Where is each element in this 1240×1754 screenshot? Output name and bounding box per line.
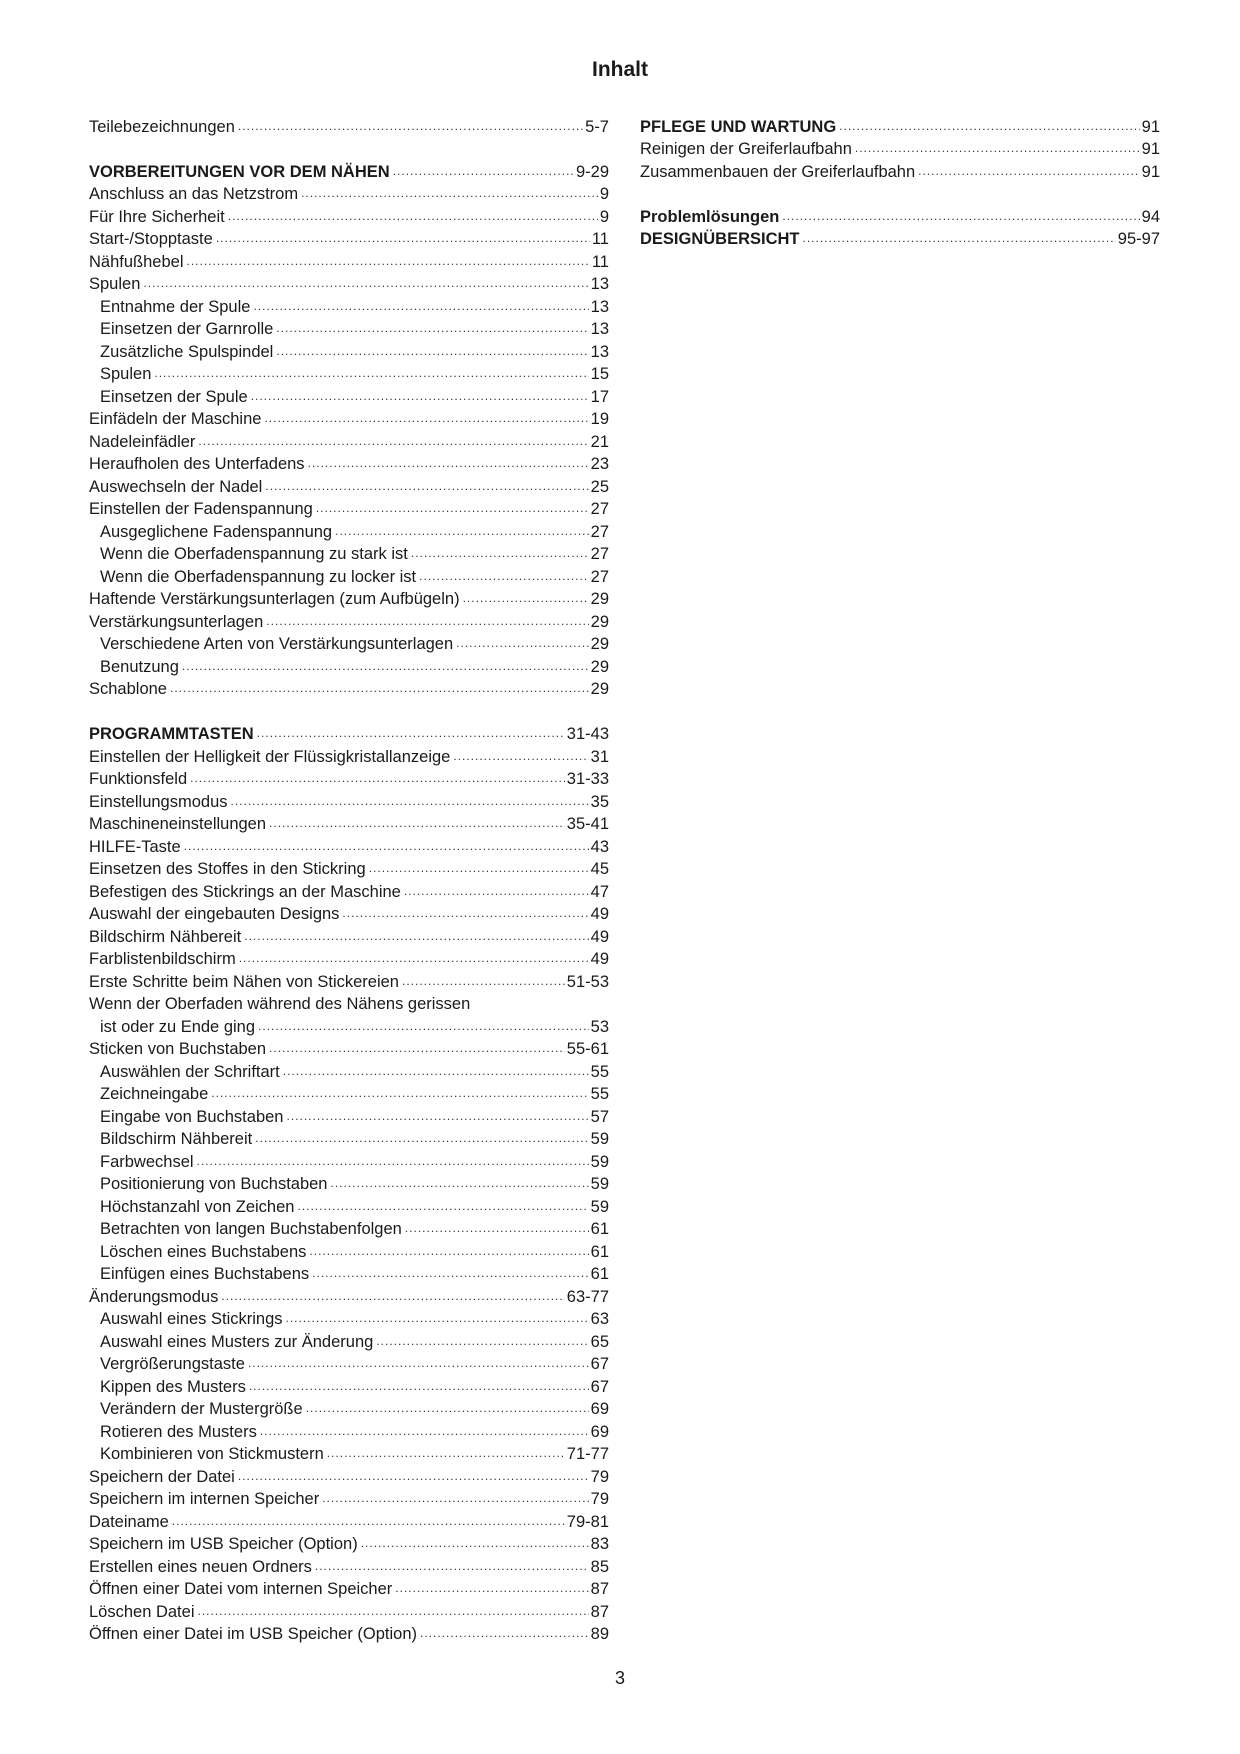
toc-dot-leader: [420, 1626, 589, 1640]
toc-entry-label: Ausgeglichene Fadenspannung: [100, 522, 333, 541]
toc-entry[interactable]: [89, 1284, 609, 1307]
toc-entry[interactable]: [89, 1329, 609, 1352]
toc-entry-label: Vergrößerungstaste: [100, 1355, 245, 1373]
toc-entry-page: 11: [591, 230, 609, 248]
toc-entry-label: Auswahl eines Stickrings: [100, 1310, 283, 1328]
toc-entry[interactable]: [89, 1397, 609, 1420]
toc-entry[interactable]: [89, 677, 609, 700]
toc-entry-page: 91: [1141, 140, 1160, 158]
toc-dot-leader: [244, 929, 588, 943]
toc-entry-label: Bildschirm Nähbereit: [89, 927, 242, 946]
toc-dot-leader: [839, 119, 1139, 133]
toc-entry[interactable]: [89, 879, 609, 902]
toc-entry[interactable]: [89, 1149, 609, 1172]
toc-entry-page: 59: [590, 1130, 609, 1148]
toc-entry-page: 13: [590, 275, 609, 293]
toc-entry-label: Nadeleinfädler: [89, 432, 196, 451]
toc-entry[interactable]: [89, 1487, 609, 1510]
toc-entry-label: Auswechseln der Nadel: [89, 477, 263, 496]
toc-entry-page: 45: [590, 860, 609, 878]
toc-entry-label: Maschineneinstellungen: [89, 815, 267, 833]
toc-dot-leader: [402, 974, 565, 988]
toc-entry-label: Zusätzliche Spulspindel: [100, 342, 274, 361]
toc-dot-leader: [393, 164, 574, 178]
toc-entry[interactable]: [89, 1082, 609, 1105]
toc-dot-leader: [211, 1086, 588, 1100]
toc-entry[interactable]: [89, 1599, 609, 1622]
toc-dot-leader: [411, 546, 589, 560]
toc-entry[interactable]: [89, 1307, 609, 1330]
toc-entry[interactable]: [89, 182, 609, 205]
toc-entry[interactable]: [89, 632, 609, 655]
toc-entry-page: 9: [599, 207, 609, 226]
toc-entry[interactable]: [89, 429, 609, 452]
toc-entry-page: 25: [590, 477, 609, 496]
toc-entry[interactable]: [89, 542, 609, 565]
toc-dot-leader: [312, 1266, 588, 1280]
toc-entry[interactable]: [89, 1172, 609, 1195]
toc-entry-page: 55-61: [566, 1040, 609, 1058]
toc-dot-leader: [342, 906, 588, 920]
toc-entry-page: 79: [590, 1467, 609, 1486]
toc-entry-page: 13: [590, 342, 609, 361]
toc-dot-leader: [782, 209, 1139, 223]
toc-entry-page: 51-53: [566, 972, 609, 991]
toc-entry-page: 89: [590, 1625, 609, 1643]
toc-entry-label: Einfädeln der Maschine: [89, 410, 262, 428]
toc-entry-page: 9-29: [575, 162, 609, 181]
toc-entry-label: Teilebezeichnungen: [89, 117, 235, 136]
toc-dot-leader: [216, 231, 590, 245]
toc-dot-leader: [453, 749, 588, 763]
toc-entry-page: 19: [590, 410, 609, 428]
toc-entry[interactable]: [89, 1239, 609, 1262]
toc-entry-page: 49: [590, 905, 609, 923]
toc-entry[interactable]: [89, 587, 609, 610]
toc-entry-page: 29: [590, 657, 609, 676]
toc-entry-page: 85: [590, 1557, 609, 1576]
toc-dot-leader: [221, 1289, 564, 1303]
toc-entry[interactable]: [89, 317, 609, 340]
toc-spacer: [89, 137, 609, 160]
toc-entry[interactable]: [640, 159, 1160, 182]
toc-entry-label: Erste Schritte beim Nähen von Stickereien: [89, 972, 399, 991]
toc-entry-page: 91: [1141, 117, 1160, 136]
toc-dot-leader: [190, 771, 565, 785]
toc-entry-label: Speichern im internen Speicher: [89, 1490, 320, 1508]
toc-dot-leader: [197, 1154, 589, 1168]
toc-spacer: [89, 699, 609, 722]
toc-entry-page: 59: [590, 1197, 609, 1216]
toc-dot-leader: [184, 839, 589, 853]
toc-entry[interactable]: [89, 272, 609, 295]
toc-entry-label: Start-/Stopptaste: [89, 230, 213, 248]
toc-entry-page: 27: [590, 522, 609, 541]
toc-dot-leader: [419, 569, 588, 583]
toc-entry-label: Positionierung von Buchstaben: [100, 1175, 328, 1193]
toc-dot-leader: [238, 119, 583, 133]
toc-entry-label: Löschen eines Buchstabens: [100, 1242, 307, 1261]
toc-entry-label: Einstellen der Helligkeit der Flüssigkristallanzeige: [89, 747, 451, 766]
toc-entry-label: DESIGNÜBERSICHT: [640, 230, 800, 248]
toc-entry[interactable]: [89, 1104, 609, 1127]
toc-entry[interactable]: [89, 1419, 609, 1442]
toc-entry[interactable]: [89, 1014, 609, 1037]
toc-dot-leader: [154, 366, 588, 380]
toc-entry-label: Nähfußhebel: [89, 252, 184, 271]
toc-entry-page: 69: [590, 1400, 609, 1418]
toc-entry-label: Zusammenbauen der Greiferlaufbahn: [640, 162, 916, 181]
toc-entry-label: Einfügen eines Buchstabens: [100, 1265, 310, 1283]
toc-entry-label: Speichern im USB Speicher (Option): [89, 1535, 358, 1553]
toc-entry-page: 27: [590, 567, 609, 586]
toc-entry-page: 27: [590, 545, 609, 563]
toc-entry-label: Wenn die Oberfadenspannung zu stark ist: [100, 545, 408, 563]
toc-dot-leader: [316, 501, 589, 515]
toc-entry[interactable]: [89, 497, 609, 520]
toc-entry-page: 29: [590, 680, 609, 698]
toc-entry[interactable]: [89, 654, 609, 677]
toc-entry-page: 15: [590, 365, 609, 383]
toc-dot-leader: [143, 276, 588, 290]
toc-entry-label: Haftende Verstärkungsunterlagen (zum Aufbügeln): [89, 590, 460, 608]
toc-dot-leader: [327, 1446, 565, 1460]
toc-dot-leader: [376, 1334, 588, 1348]
toc-entry[interactable]: [89, 519, 609, 542]
toc-dot-leader: [369, 861, 589, 875]
toc-entry-page: 55: [590, 1062, 609, 1081]
toc-entry[interactable]: [89, 992, 609, 1015]
toc-dot-leader: [331, 1176, 589, 1190]
toc-entry-label: Schablone: [89, 680, 167, 698]
toc-spacer: [640, 182, 1160, 205]
toc-left-column: [89, 114, 609, 1644]
toc-entry-page: 69: [590, 1422, 609, 1441]
toc-entry-page: 21: [590, 432, 609, 451]
toc-entry[interactable]: [89, 452, 609, 475]
toc-entry-label: Verändern der Mustergröße: [100, 1400, 303, 1418]
toc-entry-label: Eingabe von Buchstaben: [100, 1107, 284, 1126]
toc-dot-leader: [248, 1356, 589, 1370]
toc-entry-label: Kombinieren von Stickmustern: [100, 1445, 324, 1463]
toc-dot-leader: [463, 591, 589, 605]
toc-entry[interactable]: [89, 339, 609, 362]
toc-entry-label: VORBEREITUNGEN VOR DEM NÄHEN: [89, 162, 390, 181]
toc-entry[interactable]: [89, 362, 609, 385]
toc-entry-label: Funktionsfeld: [89, 770, 188, 788]
toc-dot-leader: [249, 1379, 589, 1393]
toc-dot-leader: [309, 1244, 588, 1258]
toc-dot-leader: [456, 636, 588, 650]
toc-entry-page: 27: [590, 500, 609, 518]
toc-entry[interactable]: [89, 1464, 609, 1487]
toc-entry[interactable]: [89, 924, 609, 947]
toc-entry-label: Problemlösungen: [640, 207, 780, 226]
toc-entry-label: Höchstanzahl von Zeichen: [100, 1197, 295, 1216]
toc-entry-label: Erstellen eines neuen Ordners: [89, 1557, 312, 1576]
toc-dot-leader: [170, 681, 589, 695]
toc-entry-page: 91: [1141, 162, 1160, 181]
toc-entry-page: 61: [590, 1220, 609, 1238]
toc-entry-label: Verstärkungsunterlagen: [89, 612, 264, 631]
toc-entry[interactable]: [89, 834, 609, 857]
toc-entry[interactable]: [89, 1059, 609, 1082]
toc-dot-leader: [258, 1019, 589, 1033]
toc-dot-leader: [228, 209, 598, 223]
toc-entry[interactable]: [89, 744, 609, 767]
toc-entry[interactable]: [89, 474, 609, 497]
toc-entry-page: 53: [590, 1017, 609, 1036]
toc-entry[interactable]: [89, 1442, 609, 1465]
toc-entry-label: Spulen: [100, 365, 152, 383]
toc-entry-label: Einsetzen der Spule: [100, 387, 248, 406]
toc-entry-page: 31-43: [566, 725, 609, 743]
toc-entry-label: Spulen: [89, 275, 141, 293]
toc-entry-label: Farbwechsel: [100, 1152, 194, 1171]
toc-entry-page: 29: [590, 635, 609, 653]
toc-entry-page: 61: [590, 1265, 609, 1283]
toc-entry-page: 55: [590, 1085, 609, 1103]
toc-dot-leader: [182, 659, 589, 673]
toc-entry[interactable]: [89, 1037, 609, 1060]
toc-dot-leader: [276, 344, 588, 358]
toc-entry-page: 67: [590, 1377, 609, 1396]
toc-entry-label: HILFE-Taste: [89, 837, 181, 856]
toc-entry[interactable]: [640, 137, 1160, 160]
toc-dot-leader: [404, 884, 589, 898]
toc-dot-leader: [253, 299, 588, 313]
toc-entry-label: Für Ihre Sicherheit: [89, 207, 225, 226]
toc-entry-page: 61: [590, 1242, 609, 1261]
toc-section-heading[interactable]: [640, 204, 1160, 227]
toc-entry-page: 63: [590, 1310, 609, 1328]
toc-entry-page: 5-7: [585, 117, 609, 136]
toc-entry-page: 59: [590, 1152, 609, 1171]
toc-entry-label: Rotieren des Musters: [100, 1422, 257, 1441]
toc-entry[interactable]: [89, 1127, 609, 1150]
toc-section-heading[interactable]: [89, 722, 609, 745]
toc-dot-leader: [264, 411, 588, 425]
toc-entry-label: ist oder zu Ende ging: [100, 1017, 256, 1036]
toc-entry-label: Reinigen der Greiferlaufbahn: [640, 140, 852, 158]
toc-entry-page: 47: [590, 882, 609, 901]
toc-dot-leader: [322, 1491, 588, 1505]
toc-dot-leader: [297, 1199, 588, 1213]
toc-entry-label: Auswahl der eingebauten Designs: [89, 905, 340, 923]
toc-dot-leader: [301, 186, 598, 200]
toc-entry-page: 57: [590, 1107, 609, 1126]
toc-dot-leader: [361, 1536, 589, 1550]
toc-entry-page: 79-81: [566, 1512, 609, 1531]
toc-dot-leader: [306, 1401, 589, 1415]
toc-entry-page: 94: [1141, 207, 1160, 226]
toc-dot-leader: [395, 1581, 588, 1595]
toc-entry-label: Einstellen der Fadenspannung: [89, 500, 313, 518]
toc-dot-leader: [269, 1041, 565, 1055]
toc-entry-label: Einsetzen der Garnrolle: [100, 320, 274, 338]
toc-entry-label: Einstellungsmodus: [89, 792, 228, 811]
page-title: Inhalt: [592, 58, 648, 81]
toc-entry-page: 65: [590, 1332, 609, 1351]
toc-entry-page: 29: [590, 590, 609, 608]
toc-entry[interactable]: [89, 1622, 609, 1645]
toc-section-heading[interactable]: [640, 114, 1160, 137]
toc-entry[interactable]: [89, 564, 609, 587]
toc-dot-leader: [308, 456, 589, 470]
toc-dot-leader: [269, 816, 565, 830]
toc-dot-leader: [172, 1514, 565, 1528]
toc-entry[interactable]: [89, 294, 609, 317]
toc-entry-page: 49: [590, 927, 609, 946]
toc-entry[interactable]: [89, 1509, 609, 1532]
toc-entry-label: Heraufholen des Unterfadens: [89, 455, 305, 473]
toc-entry-label: Anschluss an das Netzstrom: [89, 185, 299, 203]
toc-entry[interactable]: [89, 1532, 609, 1555]
toc-dot-leader: [405, 1221, 589, 1235]
toc-entry-page: 49: [590, 950, 609, 968]
toc-dot-leader: [260, 1424, 589, 1438]
toc-dot-leader: [198, 1604, 589, 1618]
toc-entry-page: 13: [590, 320, 609, 338]
toc-entry[interactable]: [89, 227, 609, 250]
toc-dot-leader: [266, 614, 588, 628]
toc-entry-label: Befestigen des Stickrings an der Maschine: [89, 882, 401, 901]
toc-dot-leader: [283, 1064, 589, 1078]
toc-entry[interactable]: [89, 384, 609, 407]
toc-entry[interactable]: [89, 1577, 609, 1600]
toc-entry-label: Wenn die Oberfadenspannung zu locker ist: [100, 567, 417, 586]
toc-entry-page: 13: [590, 297, 609, 316]
toc-entry-label: Benutzung: [100, 657, 179, 676]
toc-entry-page: 11: [591, 252, 609, 271]
toc-entry-page: 43: [590, 837, 609, 856]
toc-entry[interactable]: [89, 789, 609, 812]
toc-entry-page: 67: [590, 1355, 609, 1373]
toc-entry-page: 83: [590, 1535, 609, 1553]
toc-dot-leader: [265, 479, 588, 493]
toc-entry[interactable]: [89, 204, 609, 227]
toc-entry-label: Auswahl eines Musters zur Änderung: [100, 1332, 374, 1351]
toc-entry-page: 87: [590, 1602, 609, 1621]
toc-entry-label: Speichern der Datei: [89, 1467, 235, 1486]
toc-dot-leader: [286, 1109, 588, 1123]
toc-entry-label: Kippen des Musters: [100, 1377, 246, 1396]
toc-dot-leader: [286, 1311, 589, 1325]
toc-entry[interactable]: [89, 407, 609, 430]
toc-entry-label: Löschen Datei: [89, 1602, 195, 1621]
toc-entry-label: Auswählen der Schriftart: [100, 1062, 280, 1081]
toc-entry-label: PFLEGE UND WARTUNG: [640, 117, 837, 136]
toc-dot-leader: [198, 434, 588, 448]
toc-dot-leader: [276, 321, 588, 335]
toc-dot-leader: [251, 389, 589, 403]
toc-entry-label: Wenn der Oberfaden während des Nähens gerissen: [89, 995, 471, 1013]
toc-dot-leader: [855, 141, 1140, 155]
toc-entry-page: 9: [599, 185, 609, 203]
toc-entry-page: 63-77: [566, 1287, 609, 1306]
toc-entry[interactable]: [89, 1374, 609, 1397]
toc-dot-leader: [803, 231, 1116, 245]
toc-entry-page: 87: [590, 1580, 609, 1598]
toc-entry-label: Betrachten von langen Buchstabenfolgen: [100, 1220, 402, 1238]
toc-entry-page: 29: [590, 612, 609, 631]
toc-entry-label: Änderungsmodus: [89, 1287, 219, 1306]
toc-entry-page: 31: [590, 747, 609, 766]
toc-entry-page: 95-97: [1117, 230, 1160, 248]
toc-entry-page: 23: [590, 455, 609, 473]
toc-entry[interactable]: [89, 1554, 609, 1577]
toc-entry-page: 17: [590, 387, 609, 406]
toc-entry-page: 35-41: [566, 815, 609, 833]
toc-entry-page: 79: [590, 1490, 609, 1508]
toc-right-column: [640, 114, 1160, 249]
toc-entry[interactable]: [89, 812, 609, 835]
toc-entry[interactable]: [89, 857, 609, 880]
toc-entry[interactable]: [89, 114, 609, 137]
page-number: 3: [614, 1668, 625, 1688]
toc-entry-page: 35: [590, 792, 609, 811]
toc-dot-leader: [257, 726, 565, 740]
toc-entry-page: 59: [590, 1175, 609, 1193]
toc-dot-leader: [238, 1469, 589, 1483]
toc-entry-page: 31-33: [566, 770, 609, 788]
toc-entry-label: PROGRAMMTASTEN: [89, 725, 254, 743]
toc-entry-label: Entnahme der Spule: [100, 297, 251, 316]
toc-entry-label: Bildschirm Nähbereit: [100, 1130, 253, 1148]
toc-entry[interactable]: [89, 1352, 609, 1375]
toc-entry[interactable]: [89, 249, 609, 272]
toc-entry[interactable]: [89, 902, 609, 925]
toc-dot-leader: [231, 794, 589, 808]
toc-entry[interactable]: [89, 767, 609, 790]
toc-entry-label: Einsetzen des Stoffes in den Stickring: [89, 860, 366, 878]
toc-entry-label: Farblistenbildschirm: [89, 950, 236, 968]
toc-dot-leader: [239, 951, 589, 965]
toc-entry-label: Öffnen einer Datei im USB Speicher (Option): [89, 1625, 418, 1643]
toc-entry-label: Verschiedene Arten von Verstärkungsunterlagen: [100, 635, 454, 653]
toc-section-heading[interactable]: [89, 159, 609, 182]
toc-dot-leader: [335, 524, 589, 538]
toc-dot-leader: [315, 1559, 589, 1573]
toc-section-heading[interactable]: [640, 227, 1160, 250]
toc-entry[interactable]: [89, 609, 609, 632]
toc-entry-label: Dateiname: [89, 1512, 169, 1531]
toc-entry[interactable]: [89, 947, 609, 970]
toc-entry[interactable]: [89, 969, 609, 992]
toc-entry-page: 71-77: [566, 1445, 609, 1463]
toc-entry-label: Öffnen einer Datei vom internen Speicher: [89, 1580, 393, 1598]
toc-dot-leader: [918, 164, 1139, 178]
toc-entry-label: Zeichneingabe: [100, 1085, 209, 1103]
toc-entry[interactable]: [89, 1217, 609, 1240]
toc-entry[interactable]: [89, 1194, 609, 1217]
toc-dot-leader: [255, 1131, 588, 1145]
toc-entry[interactable]: [89, 1262, 609, 1285]
toc-dot-leader: [186, 254, 589, 268]
toc-entry-label: Sticken von Buchstaben: [89, 1040, 267, 1058]
